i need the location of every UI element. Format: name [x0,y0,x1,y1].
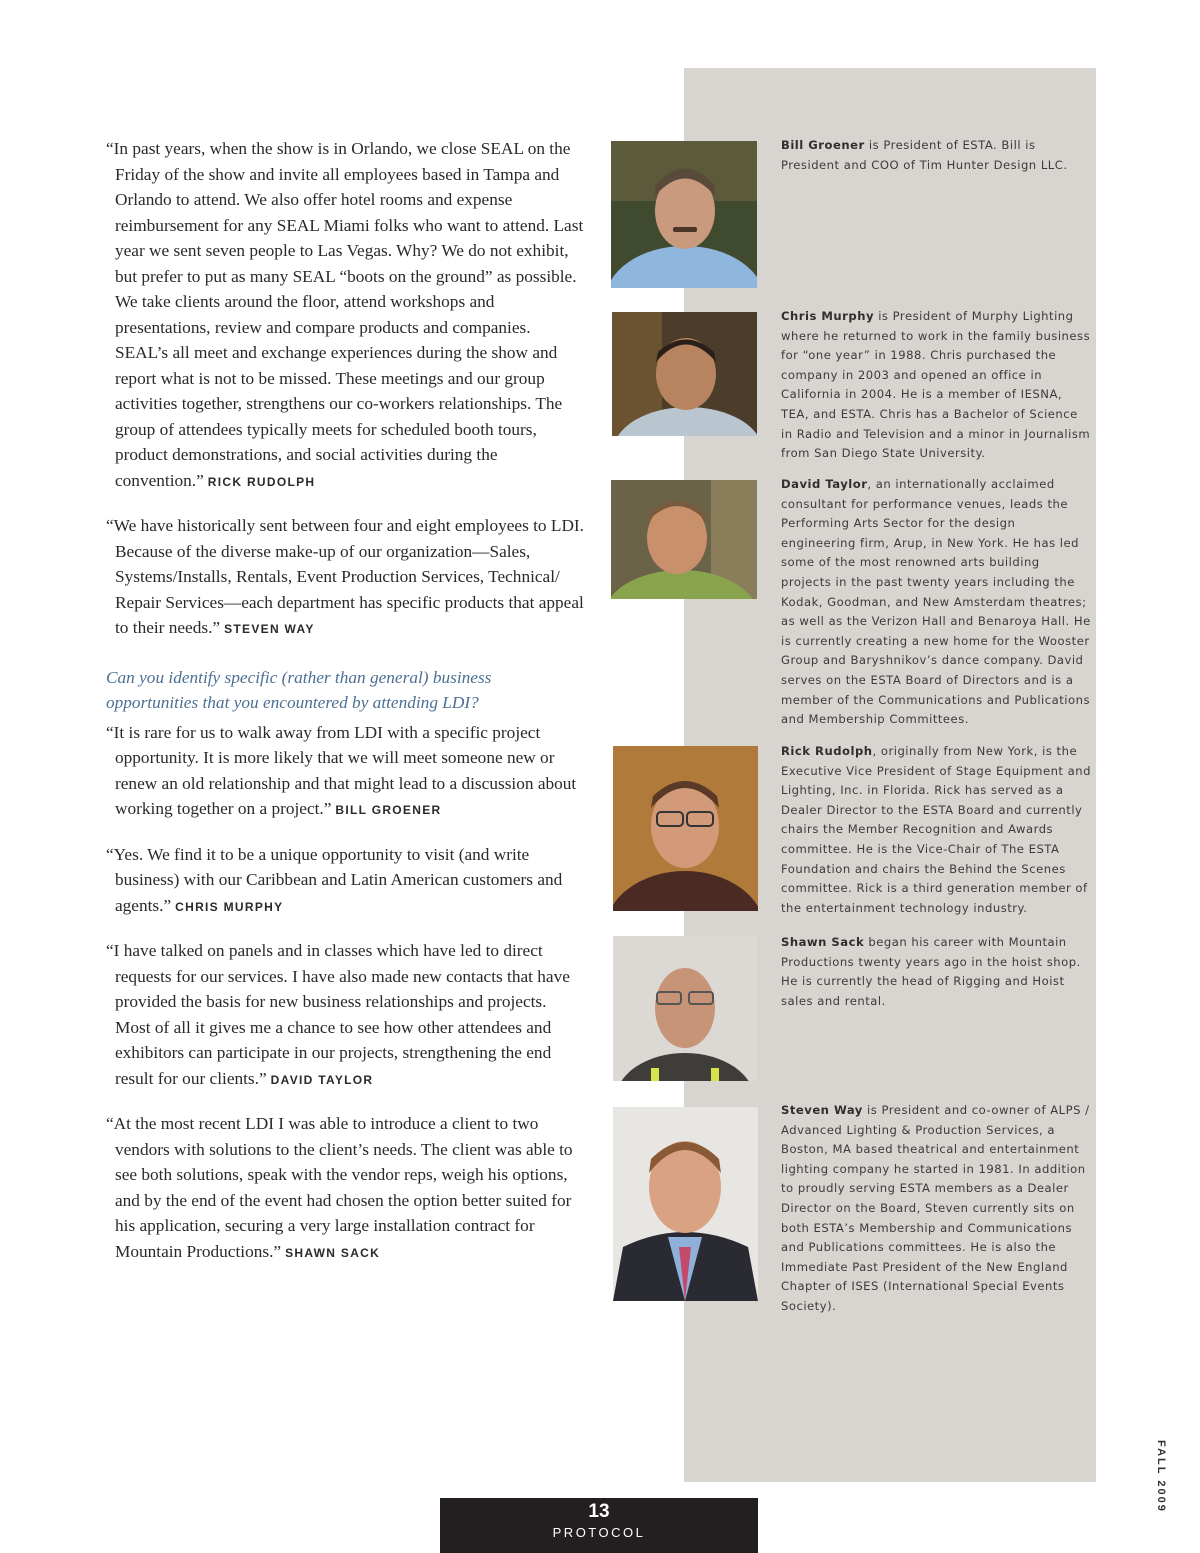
page-number: 13 [588,1501,610,1522]
magazine-name: PROTOCOL [552,1525,646,1540]
quote-bill-groener: “It is rare for us to walk away from LDI with a specific project opportunity. It is more likely that we will meet someone new or renew an old relationship and that might lead to a discussion about working together on a project.” BILL GROENER [106,722,577,818]
portrait-bill-groener [611,141,757,288]
bio-steven-way: Steven Way is President and co-owner of ALPS / Advanced Lighting & Production Services, a Boston, MA based theatrical and entertainment lighting company he started in 1981. In addition to proudly serving ESTA members as a Dealer Director on the Board, Steven currently sits on both ESTA’s Membership and Communications and Publications committees. He is also the Immediate Past President of the New England Chapter of ISES (International Special Events Society). [781,1103,1090,1313]
portrait-chris-murphy [612,312,757,436]
bio-shawn-sack: Shawn Sack began his career with Mountain Productions twenty years ago in the hoist shop. He is currently the head of Rigging and Hoist sales and rental. [781,935,1081,1008]
quote-shawn-sack: “At the most recent LDI I was able to introduce a client to two vendors with solutions to the client’s needs. The client was able to see both solutions, speak with the vendor reps, weigh his options, and by the end of the event had chosen the option better suited for his application, securing a very large installation contract for Mountain Productions.” SHAWN SACK [106,1114,573,1261]
page-footer [440,1498,758,1553]
quote-attribution: CHRIS MURPHY [175,899,284,914]
issue-label: FALL 2009 [1155,1440,1167,1513]
portrait-rick-rudolph [613,746,758,911]
quote-david-taylor: “I have talked on panels and in classes which have led to direct requests for our services. I have also made new contacts that have provided the basis for new business relationships and projects. Most of all it gives me a chance to see how other attendees and exhibitors can participate in our projects, strengthening the end result for our clients.” DAVID TAYLOR [106,941,570,1088]
quote-attribution: SHAWN SACK [285,1245,381,1260]
quote-attribution: BILL GROENER [335,803,442,817]
portrait-steven-way [613,1107,758,1301]
quote-attribution: STEVEN WAY [224,622,315,636]
quote-steven-way: “We have historically sent between four and eight employees to LDI. Because of the diverse make-up of our organization—Sales, Systems/Installs, Rentals, Event Production Services, Technical/ Repair Services—each department has specific products that appeal to their needs.” STEVEN WAY [106,516,585,637]
quote-rick-rudolph: “In past years, when the show is in Orlando, we close SEAL on the Friday of the show and invite all employees based in Tampa and Orlando to attend. We also offer hotel rooms and expense reimbursement for any SEAL Miami folks who want to attend. Last year we sent seven people to Las Vegas. Why? We do not exhibit, but prefer to put as many SEAL “boots on the ground” as possible. We take clients around the floor, attend workshops and presentations, review and compare products and companies. SEAL’s all meet and exchange experiences during the show and report what is not to be missed. These meetings and our group activities together, strengthens our co-workers relationships. The group of attendees typically meets for scheduled booth tours, product demonstrations, and social activities during the convention.” RICK RUDOLPH [106,139,584,490]
portrait-shawn-sack [613,936,757,1081]
portrait-david-taylor [611,480,757,599]
bio-david-taylor: David Taylor, an internationally acclaimed consultant for performance venues, leads the Performing Arts Sector for the design engineering firm, Arup, in New York. He has led some of the most renowned arts building projects in the past twenty years including the Kodak, Goodman, and New Amsterdam theatres; as well as the Verizon Hall and Benaroya Hall. He is currently creating a new home for the Wooster Group and Baryshnikov’s dance company. David serves on the ESTA Board of Directors and is a member of the Communications and Publications and Membership Committees. [781,477,1091,727]
quote-chris-murphy: “Yes. We find it to be a unique opportunity to visit (and write business) with our Caribbean and Latin American customers and agents.” CHRIS MURPHY [106,844,563,915]
quote-attribution: RICK RUDOLPH [207,474,316,489]
interview-question: Can you identify specific (rather than general) business opportunities that you encountered by attending LDI? [106,667,492,712]
bio-rick-rudolph: Rick Rudolph, originally from New York, is the Executive Vice President of Stage Equipment and Lighting, Inc. in Florida. Rick has served as a Dealer Director to the ESTA Board and currently chairs the Member Recognition and Awards committee. He is the Vice-Chair of The ESTA Foundation and chairs the Behind the Scenes committee. Rick is a third generation member of the entertainment technology industry. [781,744,1091,915]
bio-bill-groener: Bill Groener is President of ESTA. Bill is President and COO of Tim Hunter Design LLC. [781,138,1068,172]
bio-chris-murphy: Chris Murphy is President of Murphy Lighting where he returned to work in the family business for “one year” in 1988. Chris purchased the company in 2003 and opened an office in California in 2004. He is a member of IESNA, TEA, and ESTA. Chris has a Bachelor of Science in Radio and Television and a minor in Journalism from San Diego State University. [781,309,1091,461]
quote-attribution: DAVID TAYLOR [270,1072,374,1087]
quotes-column [106,136,586,1284]
